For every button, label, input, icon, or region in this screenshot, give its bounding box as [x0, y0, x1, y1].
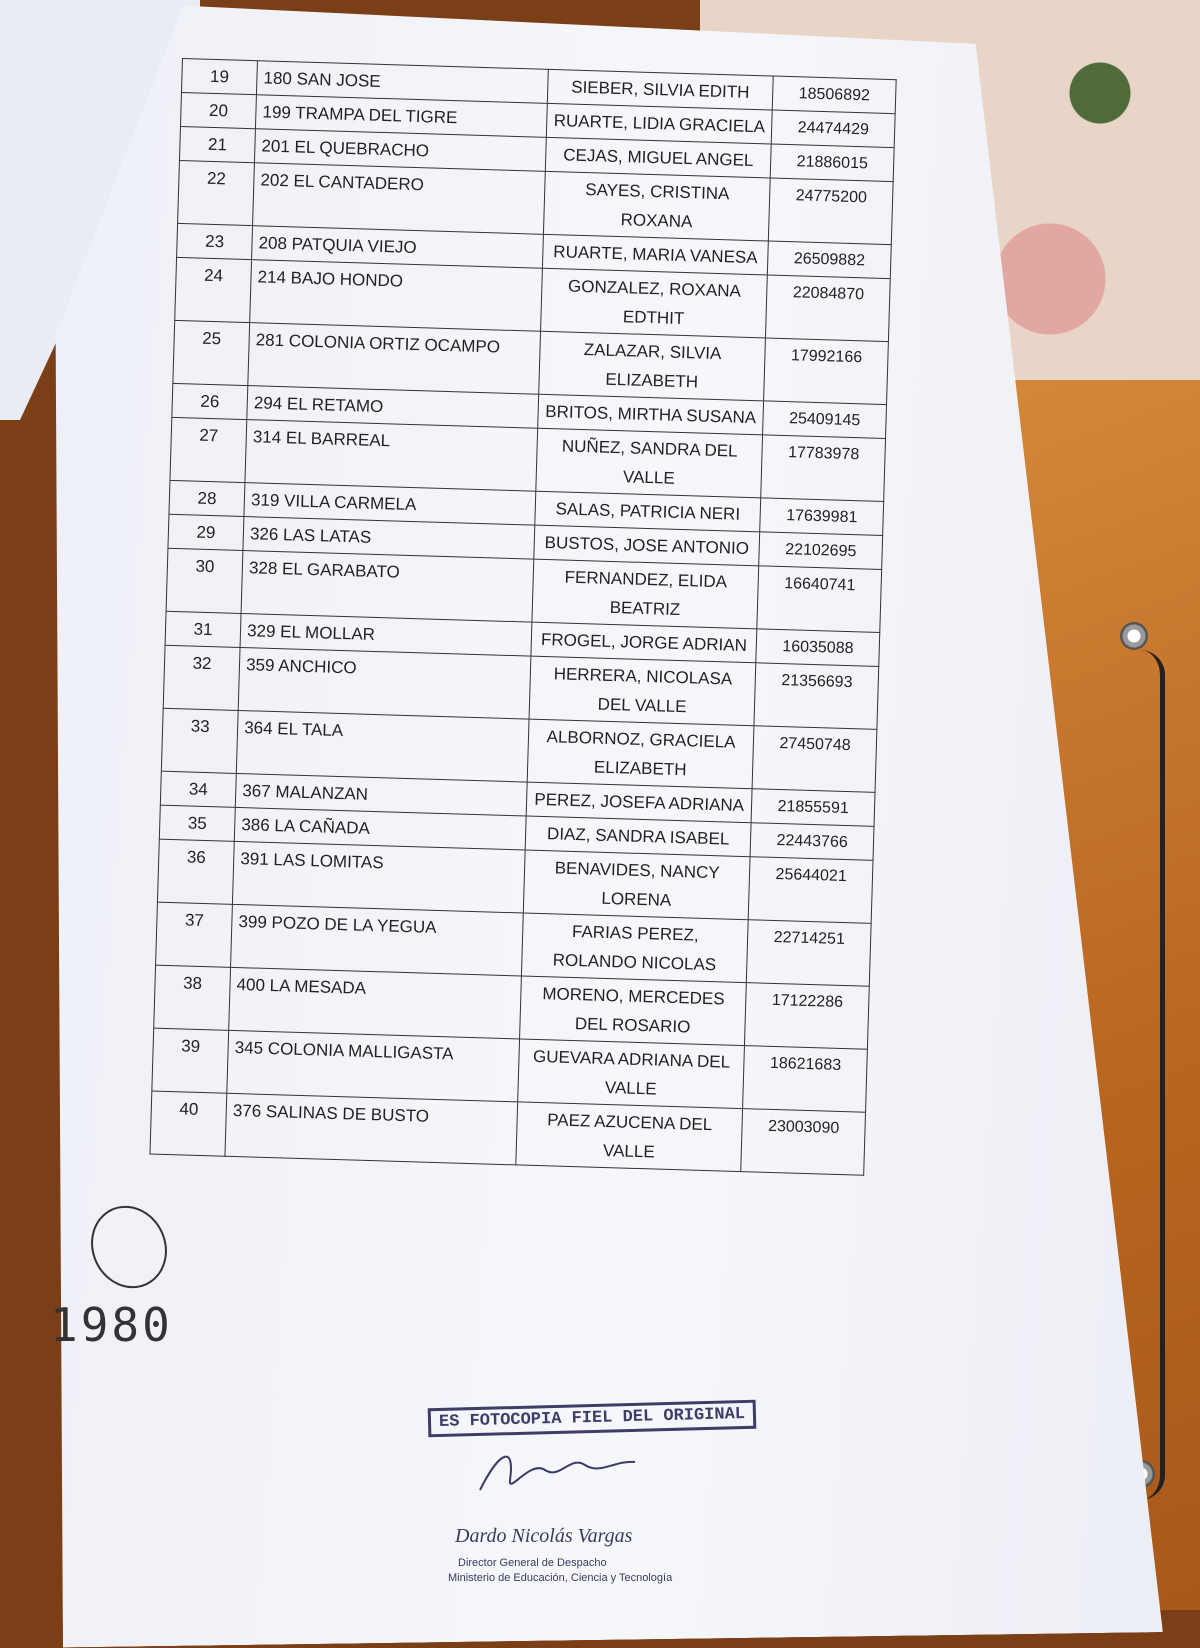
school-name: 202 EL CANTADERO: [253, 163, 546, 235]
school-name: 329 EL MOLLAR: [240, 613, 532, 656]
document-number: 22102695: [759, 532, 883, 570]
document-number: 21356693: [754, 663, 879, 730]
school-name: 214 BAJO HONDO: [250, 260, 543, 332]
row-number: 36: [157, 839, 234, 904]
row-number: 35: [159, 805, 235, 841]
person-name: MORENO, MERCEDES DEL ROSARIO: [520, 976, 747, 1046]
school-name: 399 POZO DE LA YEGUA: [231, 904, 524, 976]
document-number: 24474429: [771, 110, 895, 148]
row-number: 26: [172, 383, 248, 419]
person-name: CEJAS, MIGUEL ANGEL: [545, 137, 771, 178]
document-number: 24775200: [769, 178, 894, 245]
row-number: 37: [156, 902, 233, 967]
row-number: 31: [165, 611, 241, 647]
person-name: PEREZ, JOSEFA ADRIANA: [526, 782, 752, 823]
signer-organization: Ministerio de Educación, Ciencia y Tecnología: [448, 1572, 673, 1584]
person-name: RUARTE, LIDIA GRACIELA: [546, 103, 772, 144]
certified-copy-stamp: ES FOTOCOPIA FIEL DEL ORIGINAL: [428, 1400, 757, 1438]
school-name: 367 MALANZAN: [235, 773, 527, 816]
school-name: 319 VILLA CARMELA: [244, 483, 536, 526]
row-number: 23: [177, 223, 253, 259]
school-name: 345 COLONIA MALLIGASTA: [227, 1030, 520, 1102]
person-name: ZALAZAR, SILVIA ELIZABETH: [539, 331, 766, 401]
school-name: 391 LAS LOMITAS: [233, 841, 526, 913]
person-name: GUEVARA ADRIANA DEL VALLE: [518, 1039, 745, 1109]
document-number: 16035088: [756, 629, 880, 667]
row-number: 24: [175, 257, 252, 322]
row-number: 19: [181, 59, 257, 95]
person-name: FERNANDEZ, ELIDA BEATRIZ: [532, 559, 759, 629]
row-number: 21: [179, 126, 255, 162]
document-number: 21855591: [751, 789, 875, 827]
school-name: 314 EL BARREAL: [245, 420, 538, 492]
school-name: 180 SAN JOSE: [257, 61, 549, 104]
document-number: 17122286: [745, 983, 870, 1050]
document-number: 23003090: [741, 1109, 866, 1176]
person-name: SIEBER, SILVIA EDITH: [547, 69, 773, 110]
school-name: 359 ANCHICO: [238, 647, 531, 719]
handwritten-signature: [470, 1440, 640, 1500]
row-number: 33: [161, 708, 238, 773]
document-number: 18621683: [743, 1046, 868, 1113]
row-number: 20: [180, 92, 256, 128]
document-number: 25644021: [748, 857, 873, 924]
row-number: 27: [170, 417, 247, 482]
document-number: 18506892: [772, 76, 896, 114]
row-number: 30: [166, 548, 243, 613]
document-number: 21886015: [770, 144, 894, 182]
eyelet-top-icon: [1120, 622, 1148, 650]
school-name: 326 LAS LATAS: [243, 517, 535, 560]
person-name: BENAVIDES, NANCY LORENA: [523, 850, 750, 920]
school-name: 400 LA MESADA: [229, 967, 522, 1039]
document-number: 22714251: [747, 920, 872, 987]
person-name: DIAZ, SANDRA ISABEL: [525, 816, 751, 857]
school-name: 208 PATQUIA VIEJO: [252, 226, 544, 269]
row-number: 25: [173, 320, 250, 385]
school-name: 364 EL TALA: [236, 710, 529, 782]
row-number: 39: [152, 1028, 229, 1093]
school-name: 386 LA CAÑADA: [234, 807, 526, 850]
school-name: 294 EL RETAMO: [247, 386, 539, 429]
document-number: 17783978: [761, 435, 886, 502]
school-name: 376 SALINAS DE BUSTO: [225, 1093, 518, 1165]
folder-cord: [1140, 650, 1165, 1500]
school-name: 199 TRAMPA DEL TIGRE: [256, 95, 548, 138]
document-number: 26509882: [768, 241, 892, 279]
row-number: 40: [150, 1091, 227, 1156]
person-name: FARIAS PEREZ, ROLANDO NICOLAS: [521, 913, 748, 983]
school-name: 281 COLONIA ORTIZ OCAMPO: [248, 323, 541, 395]
person-name: SAYES, CRISTINA ROXANA: [543, 171, 770, 241]
school-name: 201 EL QUEBRACHO: [255, 129, 547, 172]
person-name: BUSTOS, JOSE ANTONIO: [534, 525, 760, 566]
document-number: 17639981: [760, 498, 884, 536]
school-name: 328 EL GARABATO: [241, 551, 534, 623]
person-name: FROGEL, JORGE ADRIAN: [531, 622, 757, 663]
person-name: RUARTE, MARIA VANESA: [542, 234, 768, 275]
person-name: ALBORNOZ, GRACIELA ELIZABETH: [527, 719, 754, 789]
row-number: 29: [168, 514, 244, 550]
row-number: 34: [160, 771, 236, 807]
document-number: 22443766: [750, 823, 874, 861]
roster-sheet: [149, 58, 896, 1176]
row-number: 22: [178, 160, 255, 225]
row-number: 28: [169, 480, 245, 516]
row-number: 32: [163, 645, 240, 710]
person-name: NUÑEZ, SANDRA DEL VALLE: [536, 428, 763, 498]
person-name: HERRERA, NICOLASA DEL VALLE: [529, 656, 756, 726]
person-name: BRITOS, MIRTHA SUSANA: [538, 394, 764, 435]
person-name: PAEZ AZUCENA DEL VALLE: [516, 1102, 743, 1172]
row-number: 38: [154, 965, 231, 1030]
page-number-stamp: 1980: [50, 1298, 173, 1352]
document-number: 25409145: [763, 401, 887, 439]
person-name: SALAS, PATRICIA NERI: [535, 491, 761, 532]
roster-table: [149, 58, 896, 1176]
signer-title: Director General de Despacho: [458, 1557, 607, 1569]
document-number: 22084870: [766, 275, 891, 342]
signer-name: Dardo Nicolás Vargas: [455, 1525, 633, 1547]
document-number: 16640741: [757, 566, 882, 633]
document-number: 17992166: [764, 338, 889, 405]
document-number: 27450748: [752, 726, 877, 793]
person-name: GONZALEZ, ROXANA EDTHIT: [541, 268, 768, 338]
